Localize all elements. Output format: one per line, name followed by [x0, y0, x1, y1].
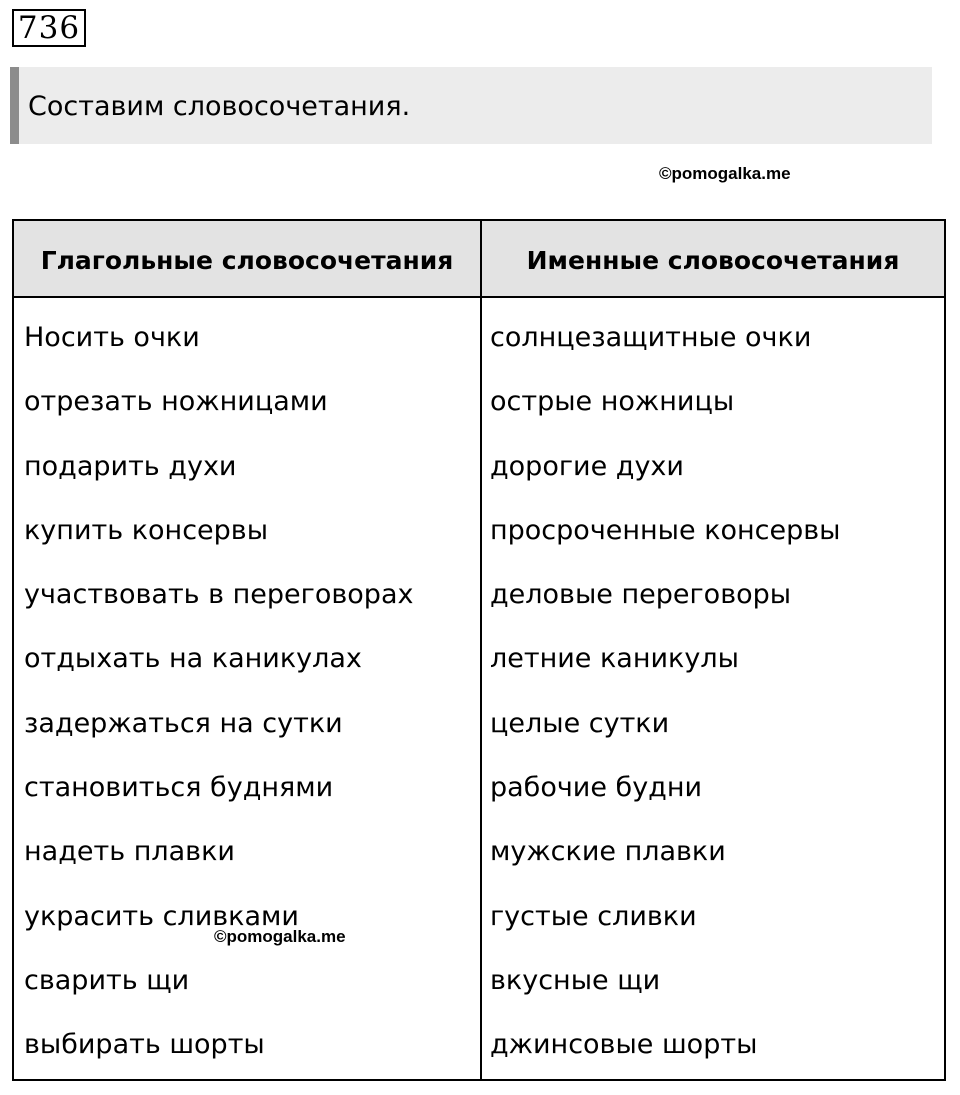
table-cell-nominal: острые ножницы	[490, 386, 735, 418]
table-cell-verbal: надеть плавки	[24, 836, 235, 868]
table-cell-verbal: подарить духи	[24, 450, 237, 482]
table-cell-nominal: просроченные консервы	[490, 514, 841, 546]
table-cell-verbal: участвовать в переговорах	[24, 579, 414, 611]
word-combinations-table	[12, 219, 946, 1081]
nominal-combinations-list	[490, 306, 940, 1078]
header-nominal-combinations: Именные словосочетания	[526, 246, 900, 275]
instruction-accent-bar	[10, 67, 19, 144]
instruction-text: Составим словосочетания.	[28, 91, 411, 122]
watermark-middle: ©pomogalka.me	[214, 927, 346, 946]
table-cell-nominal: рабочие будни	[490, 772, 703, 804]
table-cell-nominal: дорогие духи	[490, 450, 684, 482]
watermark-top: ©pomogalka.me	[659, 164, 791, 183]
table-cell-nominal: джинсовые шорты	[490, 1029, 758, 1061]
table-cell-nominal: густые сливки	[490, 900, 697, 932]
instruction-block	[10, 67, 932, 144]
table-cell-nominal: вкусные щи	[490, 964, 661, 996]
column-divider	[480, 221, 482, 1079]
header-verbal-combinations: Глагольные словосочетания	[40, 246, 454, 275]
verbal-combinations-list	[24, 306, 474, 1078]
table-cell-verbal: купить консервы	[24, 514, 269, 546]
table-cell-verbal: украсить сливками	[24, 900, 299, 932]
table-cell-nominal: целые сутки	[490, 707, 670, 739]
table-cell-nominal: мужские плавки	[490, 836, 726, 868]
table-header-row	[14, 221, 944, 298]
table-cell-verbal: Носить очки	[24, 322, 200, 353]
table-cell-verbal: выбирать шорты	[24, 1029, 265, 1061]
table-cell-nominal: деловые переговоры	[490, 579, 792, 611]
table-cell-verbal: становиться буднями	[24, 772, 334, 804]
table-cell-verbal: отрезать ножницами	[24, 386, 328, 418]
task-number-box: 736	[12, 9, 86, 47]
table-cell-verbal: отдыхать на каникулах	[24, 643, 362, 675]
table-cell-verbal: сварить щи	[24, 964, 190, 996]
table-cell-nominal: летние каникулы	[490, 643, 739, 675]
table-cell-verbal: задержаться на сутки	[24, 707, 343, 739]
table-cell-nominal: солнцезащитные очки	[490, 322, 812, 353]
